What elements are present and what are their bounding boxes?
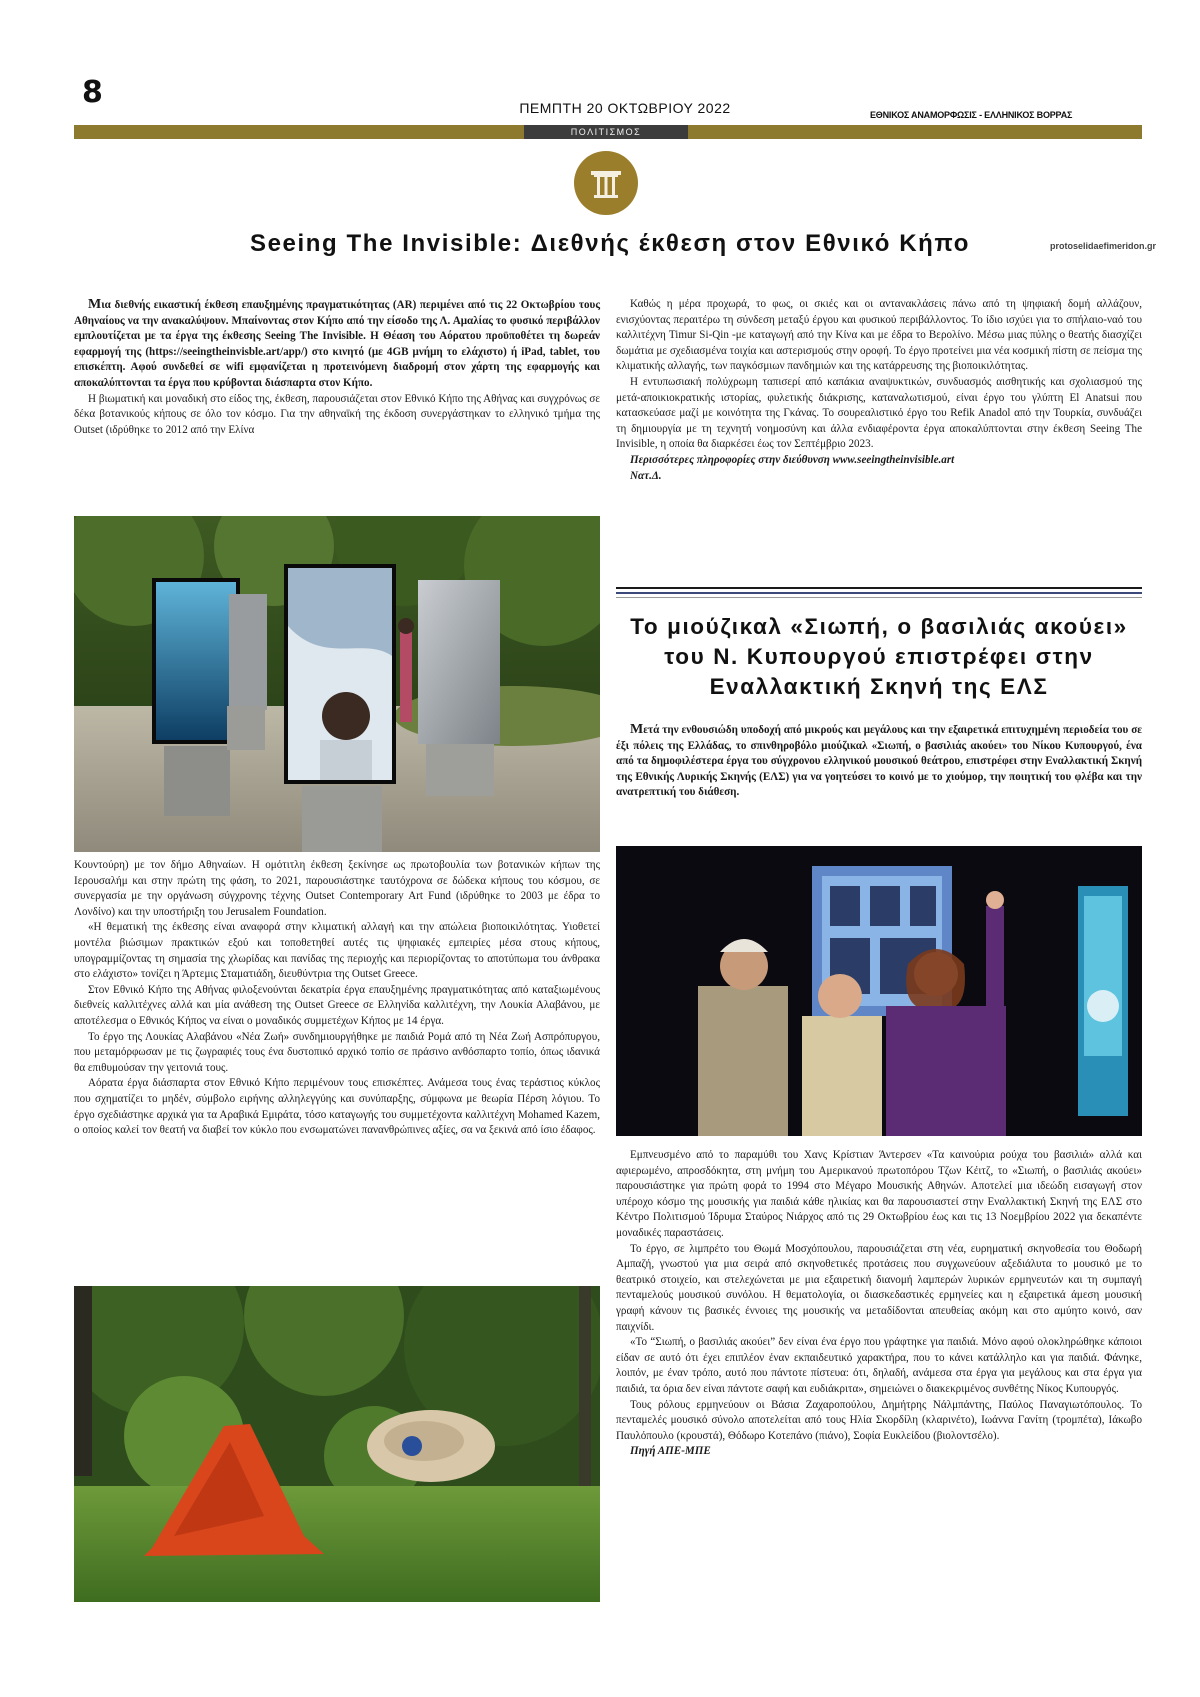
article1-body-left [74,858,600,1139]
article1-signature: Νατ.Δ. [630,469,662,482]
column-pillar-icon [574,151,638,215]
article2-body [616,1148,1142,1460]
source-site: protoselidaefimeridon.gr [1050,241,1157,251]
article1-paragraph: «Η θεματική της έκθεσης είναι αναφορά στην κλιματική αλλαγή και την απώλεια βιοποικιλότητας. Υιοθετεί μοντέλα βιώσιμων πρακτικών εξού και τοποθετηθεί αυτές τις ψηφιακές εμπειρίες μέσα στους κήπους, υπογραμμίζοντας τη σημασία της χλωρίδας και πανίδας της περιοχής και περιορίζοντας το αποτύπωμα του άνθρακα στο ελάχιστο» τονίζει η Άρτεμις Σταματιάδη, διευθύντρια της Outset Greece. [74,921,600,981]
section-label: ΠΟΛΙΤΙΣΜΟΣ [524,125,688,139]
article1-paragraph: Το έργο της Λουκίας Αλαβάνου «Νέα Ζωή» συνδημιουργήθηκε με παιδιά Ρομά από τη Νέα Ζωή Ασπρόπυργου, που μεταμόρφωσαν με τις ζωγραφιές τους ένα δυστοπικό αρχικό τοπίο σε πράσινο ανθόσπαρτο τοπίο, όπως ιδανικά θα επιθυμούσαν την γειτονιά τους. [74,1030,600,1074]
exhibition-photo-panels [74,516,600,852]
article-divider [616,592,1142,594]
musical-stage-photo [616,846,1142,1136]
page-number: 8 [82,75,103,110]
article1-lead: Μια διεθνής εικαστική έκθεση επαυξημένης πραγματικότητας (AR) περιμένει από τις 22 Οκτωβρίου τους Αθηναίους να την ανακαλύψουν. Μπαίνοντας στον Κήπο από την είσοδο της Λ. Αμαλίας το φυσικό περιβάλλον εμπλουτίζεται με τα έργα της έκθεσης Seeing The Invisible. Η Θέαση του Αόρατου προϋποθέτει τη δωρεάν εφαρμογή της (https://seeingtheinvisble.art/app/) στο κινητό (με 4GB μνήμη το ελάχιστο) ή iPad, tablet, του επισκέπτη. Αφού συνδεθεί σε wifi εμφανίζεται η προτεινόμενη διαδρομή στον χάρτη της εφαρμογής και αποκαλύπτονται τα έργα που κρύβονται διάσπαρτα στον Κήπο. [74,297,600,389]
article-divider [616,587,1142,589]
article1-body-right [616,297,1142,484]
article2-lead: Μετά την ενθουσιώδη υποδοχή από μικρούς και μεγάλους και την εξαιρετικά επιτυχημένη περιοδεία του σε έξι πόλεις της Ελλάδας, το σπινθηροβόλο μιούζικαλ «Σιωπή, ο βασιλιάς ακούει» του Νίκου Κυπουργού, ένα από τα δημοφιλέστερα έργα του σύγχρονου ελληνικού μουσικού θεάτρου, επιστρέφει στην Εναλλακτική Σκηνή της Εθνικής Λυρικής Σκηνής (ΕΛΣ) για να γοητεύσει το κοινό με το χιούμορ, την ποιητική του φλέβα και την ανατρεπτική του διάθεση. [616,722,1142,799]
newspaper-masthead: ΕΘΝΙΚΟΣ ΑΝΑΜΟΡΦΩΣΙΣ - ΕΛΛΗΝΙΚΟΣ ΒΟΡΡΑΣ [870,110,1073,120]
article1-paragraph: Η εντυπωσιακή πολύχρωμη ταπισερί από καπάκια αναψυκτικών, συνδυασμός αισθητικής και σχολιασμού της μετά-αποικιοκρατικής ιστορίας, φυλετικής διάκρισης, καταναλωτισμού, είναι έργο του γλύπτη El Anatsui που κατασκεύασε μαζί με κοινότητα της Γκάνας. Το σουρεαλιστικό έργο του Refik Anadol από την Τουρκία, συνδυάζει τη δημιουργία με τη τεχνητή νοημοσύνη και άλλα ενδιαφέροντα έργα αποκαλύπτονται στην έκθεση Seeing The Invisible, η οποία θα διαρκέσει έως τον Σεπτέμβριο 2023. [616,375,1142,451]
article1-paragraph: Κουντούρη) με τον δήμο Αθηναίων. Η ομότιτλη έκθεση ξεκίνησε ως πρωτοβουλία των βοτανικών κήπων της Ιερουσαλήμ και στην πρώτη της φάση, το 2021, παρουσιάστηκε ταυτόχρονα σε δώδεκα κήπους του κόσμου, σε συνεργασία με την οργάνωση σύγχρονης τέχνης Outset Contemporary Art Fund (ιδρύθηκε το 2003 με έδρα το Λονδίνο) και την υποστήριξη του Jerusalem Foundation. [74,859,600,918]
article2-paragraph: «Το “Σιωπή, ο βασιλιάς ακούει” δεν είναι ένα έργο που γράφτηκε για παιδιά. Μόνο αφού ολοκληρώθηκε κάποιοι είδαν σε αυτό ότι έχει επιπλέον έναν εκπαιδευτικό χαρακτήρα, που το κάνει κατάλληλο και για παιδιά. Φάνηκε, λοιπόν, με έναν τρόπο, αυτό που πάντοτε πίστευα: ότι, δηλαδή, ανάμεσα στα έργα για μεγάλους και στα έργα για παιδιά, τα όρια δεν είναι πάντοτε σαφή και ευδιάκριτα», σημειώνει ο διακεκριμένος συνθέτης Νίκος Κυπουργός. [616,1336,1142,1395]
article2-paragraph: Τους ρόλους ερμηνεύουν οι Βάσια Ζαχαροπούλου, Δημήτρης Νάλμπάντης, Παύλος Παναγιωτόπουλος. Το πενταμελές μουσικό σύνολο αποτελείται από τους Ηλία Σκορδίλη (κλαρινέτο), Ιωάννα Γανίτη (τρομπέτα), Ιάκωβο Παυλόπουλο (κρουστά), Θόδωρο Κοτεπάνο (πιάνο), Σοφία Ευκλείδου (βιολοντσέλο). [616,1398,1142,1442]
article-headline: Seeing The Invisible: Διεθνής έκθεση στον Εθνικό Κήπο [249,230,970,257]
exhibition-photo-garden [74,1286,600,1602]
issue-date: ΠΕΜΠΤΗ 20 ΟΚΤΩΒΡΙΟΥ 2022 [519,100,731,116]
article1-intro [74,297,600,438]
article1-paragraph: Η βιωματική και μοναδική στο είδος της, έκθεση, παρουσιάζεται στον Εθνικό Κήπο της Αθήνας και συγχρόνως σε δέκα βοτανικούς κήπους σε όλο τον κόσμο. Για την αθηναϊκή της έκδοση συνεργάστηκαν το ελληνικό τμήμα της Outset (ιδρύθηκε το 2012 από την Ελίνα [74,392,600,436]
article2-headline: Το μιούζικαλ «Σιωπή, ο βασιλιάς ακούει» του Ν. Κυπουργού επιστρέφει στην Εναλλακτική Σκηνή της ΕΛΣ [630,614,1128,699]
article2-paragraph: Εμπνευσμένο από το παραμύθι του Χανς Κρίστιαν Άντερσεν «Τα καινούρια ρούχα του βασιλιά» αλλά και αφιερωμένο, απροσδόκητα, στη μνήμη του Αμερικανού πρωτοπόρου Τζων Κέιτζ, το «Σιωπή, ο βασιλιάς ακούει» παρουσιάστηκε για πρώτη φορά το 1994 στο Μέγαρο Μουσικής Αθηνών. Αποτελεί μια ιδεώδη εισαγωγή στον υπέροχο κόσμο της μουσικής για παιδιά κάθε ηλικίας και θα παρουσιαστεί στην Εναλλακτική Σκηνή της ΕΛΣ στο Κέντρο Πολιτισμού Ίδρυμα Σταύρος Νιάρχος από τις 29 Οκτωβρίου έως και τις 13 Νοεμβρίου 2022 για δεκαπέντε μοναδικές παραστάσεις. [616,1149,1142,1239]
more-info-link: Περισσότερες πληροφορίες στην διεύθυνση www.seeingtheinvisible.art [630,453,955,466]
article2-source: Πηγή ΑΠΕ-ΜΠΕ [630,1445,711,1458]
article-divider [616,597,1142,598]
article2-paragraph: Το έργο, σε λιμπρέτο του Θωμά Μοσχόπουλου, παρουσιάζεται στη νέα, ευρηματική σκηνοθεσία του Θοδωρή Αμπαζή, γνωστού για μια σειρά από σκηνοθετικές προτάσεις που συγχωνεύουν αξεδιάλυτα το μουσικό με το θεατρικό στοιχείο, και στελεχώνεται με μια εξαιρετική διανομή λαμπερών λυρικών ερμηνευτών και τη συμπαγή πενταμελούς μουσικού συνόλου. Η θεματολογία, οι διασκεδαστικές ερμηνείες και η εξαιρετικά άμεση μουσική γραφή κάνουν τις βασικές έννοιες της μουσικής να μεταδίδονται απευθείας ακόμη και στο αμύητο κοινό, σαν παιχνίδι. [616,1242,1142,1333]
article2-lead-block [616,722,1142,801]
article1-paragraph: Στον Εθνικό Κήπο της Αθήνας φιλοξενούνται δεκατρία έργα επαυξημένης πραγματικότητας από καταξιωμένους διεθνείς καλλιτέχνες αλλά και μία ανάθεση της Outset Greece σε Ελληνίδα καλλιτέχνη, την Λουκία Αλαβάνου, με αποτέλεσμα ο Εθνικός Κήπος να είναι ο μοναδικός συμμετέχων Κήπος με 14 έργα. [74,983,600,1027]
article1-paragraph: Καθώς η μέρα προχωρά, το φως, οι σκιές και οι αντανακλάσεις πάνω από τη ψηφιακή δομή αλλάζουν, ενισχύοντας περαιτέρω τη σύνδεση μεταξύ έργου και φυσικού περιβάλλοντος. Το ίδιο ισχύει για το σπήλαιο-ναό του καλλιτέχνη Timur Si-Qin -με καταγωγή από την Κίνα και με έδρα το Βερολίνο. Μέσω μιας πύλης ο θεατής διασχίζει δωμάτια με σχεδιασμένα τοιχία και αστερισμούς στην οροφή. Το έργο προτείνει μια νέα κοσμική πίστη σε πείσμα της κλιματικής αλλαγής, των παγκόσμιων πανδημιών και της κατάρρευσης της βιοποικιλότητας. [616,298,1142,373]
article1-paragraph: Αόρατα έργα διάσπαρτα στον Εθνικό Κήπο περιμένουν τους επισκέπτες. Ανάμεσα τους ένας τεράστιος κύκλος που σχηματίζει το μηδέν, σύμβολο ειρήνης αλληλεγγύης και συνύπαρξης, σύμφωνα με θεωρία Πέρση λόγιου. Το έργο σχεδιάστηκε αρχικά για τα Αραβικά Εμιράτα, τόσο καταγωγής του συμμετέχοντα καλλιτέχνη Mohamed Kazem, ο οποίος καλεί τον θεατή να διαβεί τον κύκλο που ενσωματώνει πανανθρώπινες αξίες, σα να ξεκινά από ίσιο έδαφος. [74,1077,600,1137]
